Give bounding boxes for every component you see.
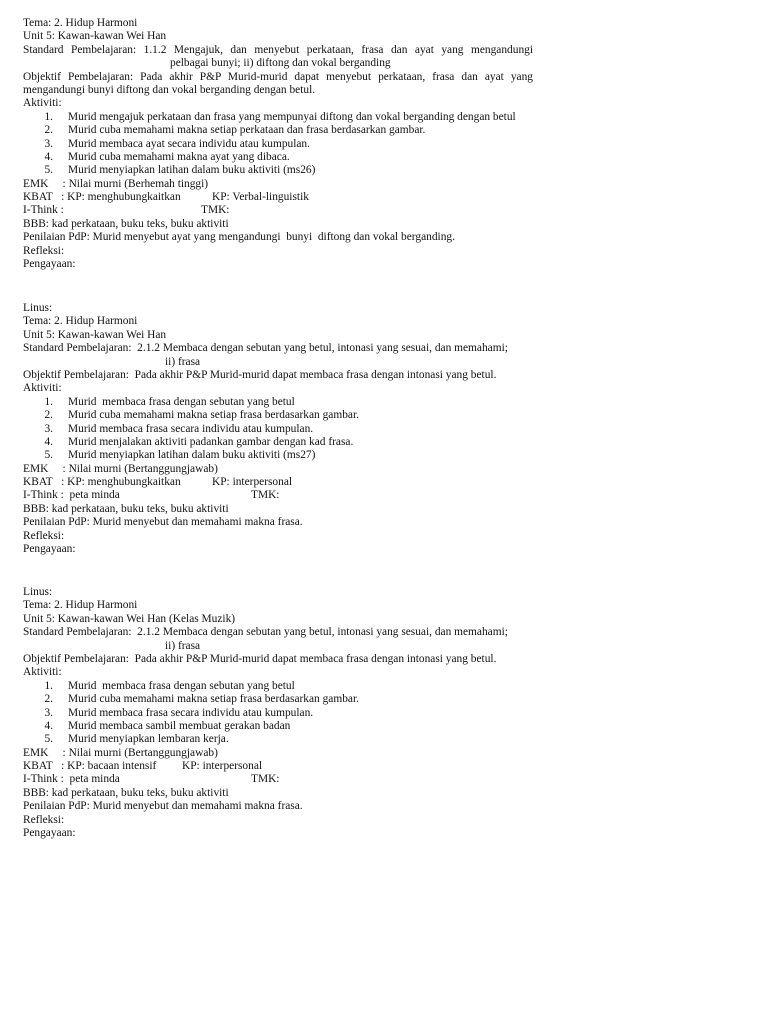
objektif-line-2: mengandungi bunyi diftong dan vokal berganding dengan betul. [23,83,316,96]
objektif-line-1: Objektif Pembelajaran: Pada akhir P&P Murid-murid dapat menyebut perkataan, frasa dan ayat yang [23,70,533,83]
aktiviti-heading: Aktiviti: [23,382,62,395]
standard-line-2: pelbagai bunyi; ii) diftong dan vokal berganding [170,57,391,70]
linus-label: Linus: [23,586,53,598]
tema: Tema: 2. Hidup Harmoni [23,599,138,612]
tema: Tema: 2. Hidup Harmoni [23,315,138,328]
refleksi: Refleksi: [23,529,65,542]
lesson-plan-1 [23,17,533,271]
penilaian: Penilaian PdP: Murid menyebut dan memahami makna frasa. [23,800,303,813]
aktiviti-heading: Aktiviti: [23,97,62,110]
tema: Tema: 2. Hidup Harmoni [23,17,138,29]
emk: EMK : Nilai murni (Bertanggungjawab) [23,746,218,759]
penilaian: Penilaian PdP: Murid menyebut dan memahami makna frasa. [23,516,303,529]
list-item: 5. Murid menyiapkan lembaran kerja. [44,733,229,746]
emk: EMK : Nilai murni (Bertanggungjawab) [23,462,218,475]
standard-line-2: ii) frasa [165,355,201,368]
lesson-plan-2 [23,302,533,556]
lesson-plan-3 [23,586,533,840]
emk: EMK : Nilai murni (Berhemah tinggi) [23,177,209,190]
unit: Unit 5: Kawan-kawan Wei Han [23,30,167,43]
activity-list [23,396,533,463]
bbb: BBB: kad perkataan, buku teks, buku aktiviti [23,502,229,515]
list-item: 2. Murid cuba memahami makna setiap frasa berdasarkan gambar. [44,693,359,706]
unit: Unit 5: Kawan-kawan Wei Han [23,328,167,341]
objektif-line-1: Objektif Pembelajaran: Pada akhir P&P Murid-murid dapat membaca frasa dengan intonasi yang betul. [23,368,497,381]
pengayaan: Pengayaan: [23,827,76,840]
list-item: 4. Murid menjalakan aktiviti padankan gambar dengan kad frasa. [44,435,354,448]
kbat: KBAT : KP: menghubungkaitkan KP: Verbal-linguistik [23,191,309,204]
refleksi: Refleksi: [23,813,65,826]
list-item: 3. Murid membaca frasa secara individu atau kumpulan. [44,422,314,435]
list-item: 4. Murid cuba memahami makna ayat yang dibaca. [44,150,290,163]
list-item: 1. Murid membaca frasa dengan sebutan yang betul [44,395,295,408]
bbb: BBB: kad perkataan, buku teks, buku aktiviti [23,217,229,230]
standard-line-1: Standard Pembelajaran: 2.1.2 Membaca dengan sebutan yang betul, intonasi yang sesuai, dan memahami; [23,626,508,639]
list-item: 2. Murid cuba memahami makna setiap frasa berdasarkan gambar. [44,409,359,422]
objektif-line-1: Objektif Pembelajaran: Pada akhir P&P Murid-murid dapat membaca frasa dengan intonasi yang betul. [23,652,497,665]
pengayaan: Pengayaan: [23,543,76,556]
kbat: KBAT : KP: menghubungkaitkan KP: interpersonal [23,476,293,489]
kbat: KBAT : KP: bacaan intensif KP: interpersonal [23,760,263,773]
list-item: 3. Murid membaca ayat secara individu atau kumpulan. [44,137,310,150]
standard-line-1: Standard Pembelajaran: 2.1.2 Membaca dengan sebutan yang betul, intonasi yang sesuai, dan memahami; [23,342,508,355]
linus-label: Linus: [23,302,53,314]
i-think: I-Think : TMK: [23,204,230,217]
activity-list [23,680,533,747]
penilaian: Penilaian PdP: Murid menyebut ayat yang mengandungi bunyi diftong dan vokal berganding. [23,231,455,244]
list-item: 4. Murid membaca sambil membuat gerakan badan [44,719,291,732]
list-item: 1. Murid membaca frasa dengan sebutan yang betul [44,679,295,692]
list-item: 5. Murid menyiapkan latihan dalam buku aktiviti (ms27) [44,449,316,462]
i-think: I-Think : peta minda TMK: [23,489,280,502]
i-think: I-Think : peta minda TMK: [23,773,280,786]
unit: Unit 5: Kawan-kawan Wei Han (Kelas Muzik) [23,612,236,625]
list-item: 2. Murid cuba memahami makna setiap perkataan dan frasa berdasarkan gambar. [44,124,426,137]
refleksi: Refleksi: [23,244,65,257]
standard-line-2: ii) frasa [165,639,201,652]
bbb: BBB: kad perkataan, buku teks, buku aktiviti [23,786,229,799]
list-item: 1. Murid mengajuk perkataan dan frasa yang mempunyai diftong dan vokal berganding dengan betul [44,110,516,123]
list-item: 3. Murid membaca frasa secara individu atau kumpulan. [44,706,314,719]
standard-line-1: Standard Pembelajaran: 1.1.2 Mengajuk, dan menyebut perkataan, frasa dan ayat yang mengandungi [23,43,533,56]
list-item: 5. Murid menyiapkan latihan dalam buku aktiviti (ms26) [44,164,316,177]
pengayaan: Pengayaan: [23,258,76,271]
activity-list [23,111,533,178]
aktiviti-heading: Aktiviti: [23,666,62,679]
